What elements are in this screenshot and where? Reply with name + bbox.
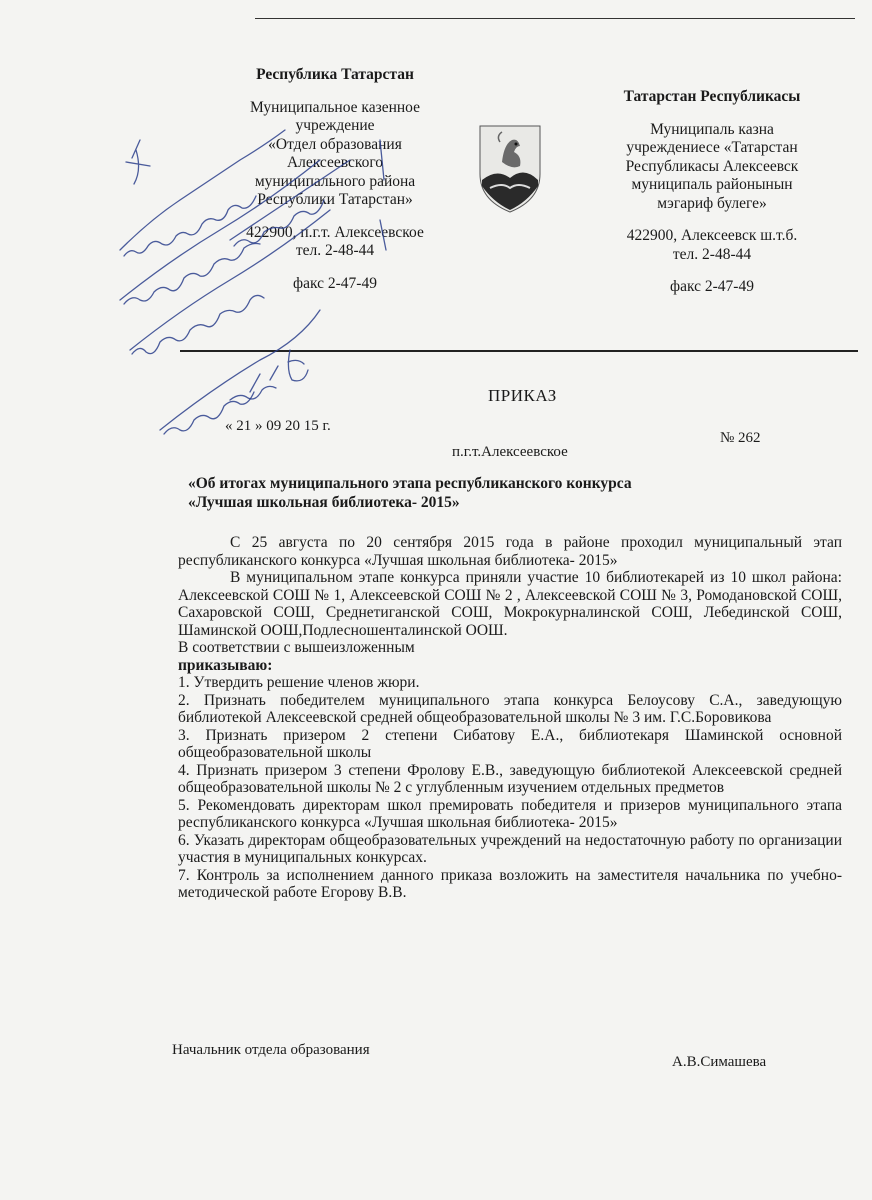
order-body <box>178 534 842 902</box>
coat-of-arms-icon <box>472 122 548 214</box>
header-left-title: Республика Татарстан <box>256 66 414 83</box>
header-left-address: 422900, п.г.т. Алексеевское <box>246 223 424 241</box>
header-left-fax: факс 2-47-49 <box>293 274 377 292</box>
order-item: 5. Рекомендовать директорам школ премировать победителя и призеров муниципального этапа республиканского конкурса «Лучшая школьная библиотека- 2015» <box>178 796 842 831</box>
header-right-org-line: учреждениесе «Татарстан <box>626 139 798 156</box>
header-right-fax: факс 2-47-49 <box>670 278 754 295</box>
header-right-org-line: муниципаль районынын <box>631 176 793 193</box>
header-right-address: 422900, Алексеевск ш.т.б. <box>626 227 798 244</box>
header-right-phone: тел. 2-48-44 <box>672 245 752 263</box>
decree-word: приказываю: <box>178 656 273 674</box>
body-paragraph: В соответствии с вышеизложенным <box>178 639 415 656</box>
header-left-org-line: муниципального района <box>254 172 416 190</box>
signature-name: А.В.Симашева <box>672 1054 767 1070</box>
header-right <box>592 88 832 297</box>
top-border-line <box>255 18 855 19</box>
order-item: 7. Контроль за исполнением данного приказа возложить на заместителя начальника по учебно-методической работе Егорову В.В. <box>178 866 842 901</box>
order-item: 3. Признать призером 2 степени Сибатову Е.А., библиотекаря Шаминской основной общеобразовательной школы <box>178 726 842 761</box>
order-item: 4. Признать призером 3 степени Фролову Е.В., заведующую библиотекой Алексеевской средней общеобразовательной школы № 2 с углубленным изучением отдельных предметов <box>178 761 842 796</box>
order-subject <box>188 474 748 512</box>
order-date: « 21 » 09 20 15 г. <box>225 418 331 434</box>
order-number: № 262 <box>720 430 761 446</box>
header-right-org-line: Муниципаль казна <box>650 120 774 138</box>
header-left-org-line: учреждение <box>295 117 375 134</box>
order-item: 2. Признать победителем муниципального этапа конкурса Белоусову С.А., заведующую библиотекой Алексеевской средней общеобразовательной школы № 3 им. Г.С.Боровикова <box>178 691 842 726</box>
order-item: 1. Утвердить решение членов жюри. <box>178 674 420 691</box>
signature-title: Начальник отдела образования <box>172 1042 370 1058</box>
header-divider <box>180 350 858 352</box>
header-left-org-line: Алексеевского <box>286 154 384 171</box>
header-right-org-line: мэгариф булеге» <box>657 194 767 212</box>
order-item: 6. Указать директорам общеобразовательных учреждений на недостаточную работу по организации участия в муниципальных конкурсах. <box>178 831 842 866</box>
header-right-title: Татарстан Республикасы <box>623 88 801 105</box>
header-left-org-line: Муниципальное казенное <box>249 98 420 116</box>
subject-line: «Лучшая школьная библиотека- 2015» <box>188 494 460 511</box>
body-paragraph: В муниципальном этапе конкурса приняли участие 10 библиотекарей из 10 школ района: Алексеевской СОШ № 1, Алексеевской СОШ № 2 , Алексеевской СОШ № 3, Ромодановской СОШ, Сахаровской СОШ, Среднетиганской СОШ, Мокрокурналинской СОШ, Лебединской СОШ, Шаминской ООШ,Подлесношенталинской ООШ. <box>178 569 842 639</box>
header-left-phone: тел. 2-48-44 <box>295 242 375 259</box>
header-left-org-line: «Отдел образования <box>268 135 402 153</box>
header-left-org-line: Республики Татарстан» <box>257 191 413 208</box>
header-right-org-line: Республикасы Алексеевск <box>625 157 799 175</box>
order-title: ПРИКАЗ <box>488 386 557 405</box>
header-left <box>215 66 455 293</box>
subject-line: «Об итогах муниципального этапа республиканского конкурса <box>188 475 632 492</box>
body-paragraph: С 25 августа по 20 сентября 2015 года в районе проходил муниципальный этап республиканского конкурса «Лучшая школьная библиотека- 2015» <box>178 534 842 569</box>
order-place: п.г.т.Алексеевское <box>452 444 568 460</box>
